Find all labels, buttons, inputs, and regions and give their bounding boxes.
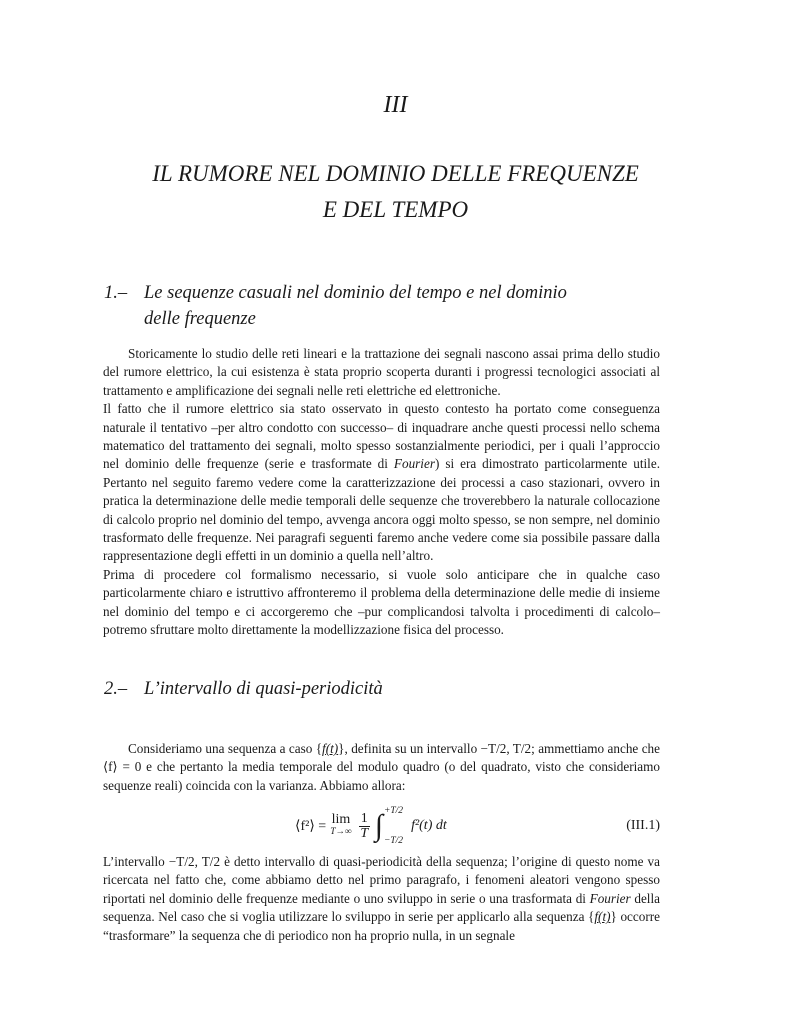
equation-III-1 — [103, 806, 660, 846]
integral-sign-icon: ∫ — [374, 809, 383, 842]
paragraph-2-text-a: Il fatto che il rumore elettrico sia stato osservato in questo contesto ha portato come conseguenza naturale il tentativo –per altro condotto con successo– di inquadrare anche questi processi nello schema matematico del trattamento dei segnali, molto spesso sostanzialmente periodici, per i quali l’approccio nel dominio delle frequenze (serie e trasformate di — [103, 401, 660, 472]
limit-label: lim — [331, 812, 351, 827]
section-1-number: 1.– — [104, 283, 128, 303]
sequence-f: f(t) — [322, 741, 339, 756]
section-2-heading — [104, 676, 383, 702]
chapter-number: III — [383, 92, 408, 118]
section-2-number: 2.– — [104, 679, 128, 699]
section-1-paragraph-1: Storicamente lo studio delle reti lineari e la trattazione dei segnali nascono assai prima dello studio del rumore elettrico, la cui esistenza è stata proprio scoperta duranti i progressi tecnologici associati al trattamento e amplificazione dei segnali nelle reti elettriche ed elettroniche. — [103, 346, 660, 398]
section-2-title: L’intervallo di quasi-periodicità — [144, 679, 383, 699]
section-1-title-line-2: delle frequenze — [144, 309, 256, 329]
chapter-title-line-2: E DEL TEMPO — [322, 197, 469, 222]
p2-text-b: della sequenza. Nel caso che si voglia utilizzare lo sviluppo in serie per applicarlo alla sequenza { — [103, 890, 660, 925]
p1-text-b: }, definita su un intervallo −T/2, T/2; ammettiamo anche che ⟨f⟩ = 0 e che pertanto la media temporale del modulo quadro (o del quadrato, visto che consideriamo sequenze reali) coincida con la varianza. Abbiamo allora: — [103, 741, 660, 793]
paragraph-2-text-b: ) si era dimostrato particolarmente utile. Pertanto nel seguito faremo vedere come la caratterizzazione dei processi a caso stazionari, ovvero in pratica la determinazione delle medie temporali delle sequenze che troverebbero la naturale collocazione di calcolo proprio nel dominio del tempo, avvenga ancora oggi molto spesso, se non sempre, nel dominio trasformato delle frequenze. Nei paragrafi seguenti faremo anche vedere come sia possibile passare dalla rappresentazione degli effetti in un dominio a quella nell’altro. — [103, 456, 660, 564]
integral-upper: +T/2 — [383, 806, 404, 816]
integrand: f²(t) dt — [411, 818, 447, 833]
section-1-paragraph-2 — [103, 400, 660, 566]
p1-text-a: Consideriamo una sequenza a caso { — [128, 741, 323, 756]
section-2-paragraph-1 — [103, 740, 660, 795]
chapter-title — [0, 156, 791, 228]
p2-text-a: L’intervallo −T/2, T/2 è detto intervallo di quasi-periodicità della sequenza; l’origine di questo nome va ricercata nel fatto che, come abbiamo detto nel primo paragrafo, i fenomeni aleatori vengono spesso riportati nel dominio delle frequenze mediante o uno sviluppo in serie o una trasformata di — [103, 854, 660, 906]
limit — [330, 814, 352, 838]
equation-lhs: ⟨f²⟩ = — [295, 818, 327, 834]
chapter-title-line-1: IL RUMORE NEL DOMINIO DELLE FREQUENZE — [152, 161, 639, 186]
section-1-title-line-1: Le sequenze casuali nel dominio del tempo e nel dominio — [144, 283, 567, 303]
fourier-name: Fourier — [393, 456, 435, 472]
equation-body — [295, 806, 447, 846]
integral-lower: −T/2 — [383, 836, 404, 846]
equation-tag: (III.1) — [626, 818, 660, 833]
section-2-paragraph-2 — [103, 853, 660, 945]
fraction-numerator: 1 — [360, 810, 368, 826]
fraction — [359, 812, 370, 841]
section-1-body — [103, 345, 660, 640]
integral-limits — [384, 806, 403, 846]
sequence-f-2: f(t) — [594, 909, 611, 925]
limit-sub: T→∞ — [330, 827, 352, 837]
fourier-name-2: Fourier — [589, 890, 631, 906]
integral — [375, 806, 403, 846]
section-1-paragraph-3: Prima di procedere col formalismo necessario, si vuole solo anticipare che in qualche caso particolarmente chiaro e istruttivo affronteremo il problema della determinazione delle medie di insieme nel dominio del tempo e ci accorgeremo che –pur complicandosi talvolta i procedimenti di calcolo– potremo sfruttare molto direttamente la modellizzazione fisica del processo. — [103, 566, 660, 638]
p2-text-c: } occorre “trasformare” la sequenza che di periodico non ha proprio nulla, in un segnale — [103, 909, 660, 943]
fraction-denominator: T — [360, 825, 369, 841]
section-1-heading — [104, 280, 567, 332]
